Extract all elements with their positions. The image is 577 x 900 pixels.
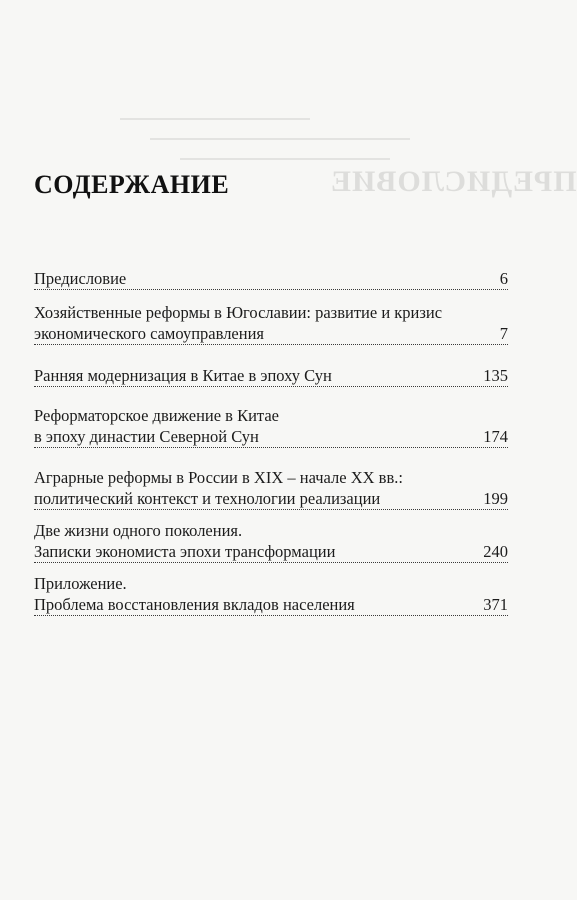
bleed-through-line xyxy=(150,138,410,140)
toc-entry-line xyxy=(34,488,508,510)
bleed-through-line xyxy=(180,158,390,160)
toc-entry-title: Аграрные реформы в России в XIX – начале XX вв.: xyxy=(34,468,403,487)
toc-entry-line xyxy=(34,268,508,290)
toc-entry xyxy=(34,520,508,563)
toc-entry-title: в эпоху династии Северной Сун xyxy=(34,427,259,446)
toc-entry xyxy=(34,405,508,448)
toc-entry-title: Ранняя модернизация в Китае в эпоху Сун xyxy=(34,366,332,385)
toc-entry-line xyxy=(34,594,508,616)
toc-entry-title: Приложение. xyxy=(34,574,127,593)
toc-entry xyxy=(34,573,508,616)
toc-entry-title: Реформаторское движение в Китае xyxy=(34,406,279,425)
page-title: СОДЕРЖАНИЕ xyxy=(34,170,230,199)
bleed-through-text: ПРЕДИСЛОВИЕ xyxy=(330,165,577,198)
toc-entry-title: Записки экономиста эпохи трансформации xyxy=(34,542,336,561)
bleed-through-line xyxy=(120,118,310,120)
toc-entry xyxy=(34,467,508,510)
toc-entry-title: Две жизни одного поколения. xyxy=(34,521,243,540)
toc-entry-line xyxy=(34,365,508,387)
toc-entry-title: Предисловие xyxy=(34,269,127,288)
toc-entry-title: экономического самоуправления xyxy=(34,324,265,343)
toc-entry xyxy=(34,365,508,387)
toc-page-number: 240 xyxy=(470,541,508,562)
toc-entry xyxy=(34,268,508,290)
toc-page-number: 7 xyxy=(470,323,508,344)
toc-page-number: 174 xyxy=(470,426,508,447)
toc-entry-title: Хозяйственные реформы в Югославии: развитие и кризис xyxy=(34,303,443,322)
toc-entry-line xyxy=(34,541,508,563)
toc-entry xyxy=(34,302,508,345)
toc-page-number: 371 xyxy=(470,594,508,615)
toc-page-number: 199 xyxy=(470,488,508,509)
toc-page-number: 135 xyxy=(470,365,508,386)
toc-entry-line xyxy=(34,323,508,345)
toc-entry-line xyxy=(34,426,508,448)
toc-entry-title: политический контекст и технологии реализации xyxy=(34,489,381,508)
toc-entry-title: Проблема восстановления вкладов населения xyxy=(34,595,355,614)
toc-page-number: 6 xyxy=(470,268,508,289)
